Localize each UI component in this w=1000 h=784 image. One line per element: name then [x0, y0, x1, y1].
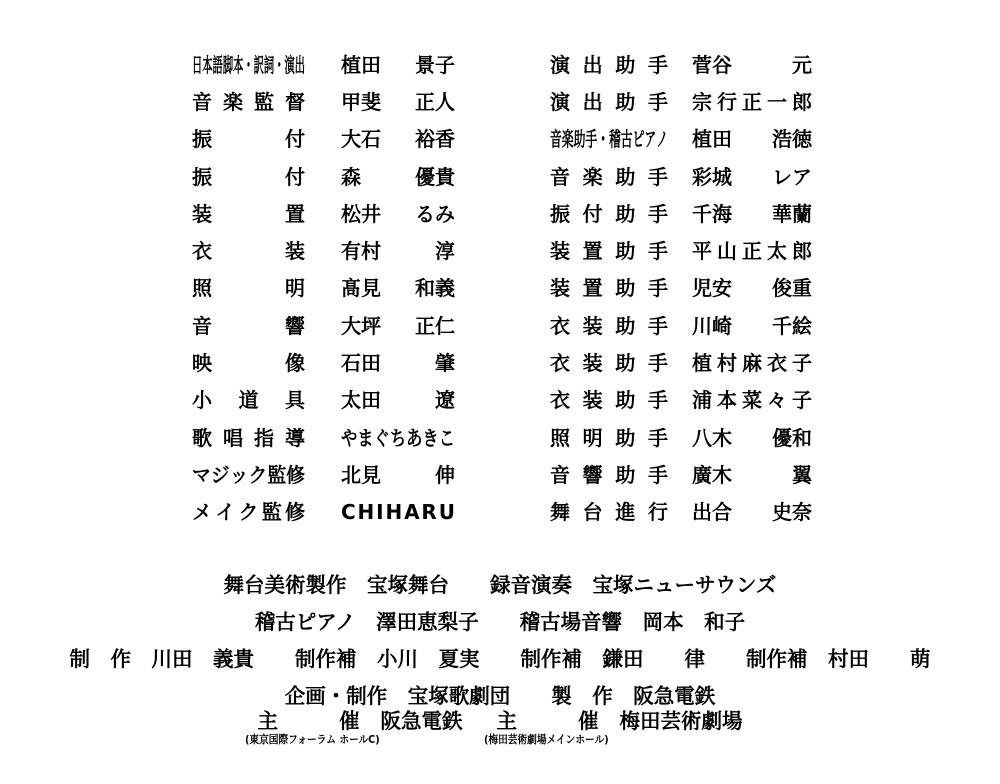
- staff-role: 舞 台 進 行: [550, 500, 668, 525]
- staff-name: 児安 俊重: [692, 276, 812, 301]
- staff-name: C H I H A R U: [341, 500, 455, 525]
- staff-row: [550, 232, 812, 269]
- staff-row: [192, 344, 455, 381]
- staff-row: [550, 344, 812, 381]
- staff-role: 衣 装 助 手: [550, 313, 668, 338]
- presenter-label: 主 催: [257, 709, 360, 733]
- presenters-section: [0, 711, 1000, 746]
- staff-name: 川崎 千絵: [692, 313, 812, 338]
- staff-name: やまぐち あきこ: [341, 425, 455, 450]
- presenter-row: [497, 711, 743, 732]
- staff-row: [192, 121, 455, 158]
- staff-role: 音 楽 助 手: [550, 164, 668, 189]
- staff-role: 音 響 助 手: [550, 462, 668, 487]
- staff-row: [550, 83, 812, 120]
- production-line: 稽古ピアノ 澤田恵梨子 稽古場音響 岡本 和子: [254, 610, 746, 634]
- staff-role: 音 楽 助 手 ・ 稽 古 ピ ア ノ: [550, 127, 668, 152]
- staff-name: 太田 遼: [341, 388, 455, 413]
- staff-name: 植 村 麻 衣 子: [692, 351, 812, 376]
- presenter-group: [483, 709, 743, 746]
- staff-name: 菅谷 元: [692, 52, 812, 77]
- staff-role: 衣 装 助 手: [550, 388, 668, 413]
- staff-role: 装 置 助 手: [550, 276, 668, 301]
- staff-role: 装 置: [192, 201, 305, 226]
- staff-role: マ ジ ッ ク 監 修: [192, 462, 305, 487]
- staff-row: [192, 83, 455, 120]
- staff-row: [550, 121, 812, 158]
- staff-role: 振 付: [192, 164, 305, 189]
- staff-name: 大坪 正仁: [341, 313, 455, 338]
- staff-row: [550, 270, 812, 307]
- staff-name: 千海 華蘭: [692, 201, 812, 226]
- staff-role: 音 楽 監 督: [192, 89, 305, 114]
- staff-role: 装 置 助 手: [550, 239, 668, 264]
- staff-row: [550, 494, 812, 531]
- staff-name: 石田 肇: [341, 351, 455, 376]
- staff-row: [192, 419, 455, 456]
- staff-name: 廣木 翼: [692, 462, 812, 487]
- staff-name: 北見 伸: [341, 462, 455, 487]
- staff-name: 八木 優和: [692, 425, 812, 450]
- production-line: 企画・制作 宝塚歌劇団 製 作 阪急電鉄: [284, 684, 716, 708]
- staff-role: 小 道 具: [192, 388, 305, 413]
- presenter-label: 主 催: [496, 709, 599, 733]
- staff-row: [192, 307, 455, 344]
- staff-role: 衣 装: [192, 239, 305, 264]
- staff-row: [550, 307, 812, 344]
- staff-name: 有村 淳: [341, 239, 455, 264]
- staff-name: 森 優貴: [341, 164, 455, 189]
- staff-row: [192, 158, 455, 195]
- venue-note: (東京国際フォーラム ホールC): [244, 732, 380, 746]
- staff-row: [550, 456, 812, 493]
- production-line: 舞台美術製作 宝塚舞台 録音演奏 宝塚ニューサウンズ: [223, 573, 777, 597]
- staff-row: [550, 195, 812, 232]
- staff-role: 演 出 助 手: [550, 52, 668, 77]
- staff-row: [192, 270, 455, 307]
- staff-row: [192, 232, 455, 269]
- staff-row: [192, 456, 455, 493]
- staff-row: [550, 46, 812, 83]
- staff-name: 松井 るみ: [341, 201, 455, 226]
- staff-name: 浦 本 菜 々 子: [692, 388, 812, 413]
- staff-row: [550, 382, 812, 419]
- staff-row: [192, 494, 455, 531]
- staff-role: 歌 唱 指 導: [192, 425, 305, 450]
- venue-note: (梅田芸術劇場メインホール): [483, 732, 609, 746]
- staff-name: 彩城 レア: [692, 164, 812, 189]
- staff-name: 宗 行 正 一 郎: [692, 89, 812, 114]
- staff-row: [550, 419, 812, 456]
- staff-name: 植田 景子: [341, 52, 455, 77]
- staff-name: 平 山 正 太 郎: [692, 239, 812, 264]
- staff-role: 演 出 助 手: [550, 89, 668, 114]
- staff-role: 音 響: [192, 313, 305, 338]
- production-credits-section: [0, 575, 1000, 723]
- presenter-name: 阪急電鉄: [380, 709, 463, 733]
- staff-row: [550, 158, 812, 195]
- staff-name: 大石 裕香: [341, 127, 455, 152]
- staff-role: 振 付 助 手: [550, 201, 668, 226]
- staff-name: 出合 史奈: [692, 500, 812, 525]
- presenter-group: [244, 709, 463, 746]
- staff-role: 日 本 語 脚 本 ・ 訳 詞 ・ 演 出: [192, 52, 305, 77]
- staff-name: 植田 浩徳: [692, 127, 812, 152]
- staff-name: 甲斐 正人: [341, 89, 455, 114]
- staff-role: 映 像: [192, 351, 305, 376]
- staff-role: 照 明 助 手: [550, 425, 668, 450]
- production-line: 制 作 川田 義貴 制作補 小川 夏実 制作補 鎌田 律 制作補 村田 萌: [69, 647, 931, 671]
- staff-row: [192, 46, 455, 83]
- presenter-name: 梅田芸術劇場: [619, 709, 743, 733]
- staff-row: [192, 382, 455, 419]
- staff-role: 照 明: [192, 276, 305, 301]
- staff-column-right: [550, 46, 812, 531]
- staff-row: [192, 195, 455, 232]
- staff-role: 衣 装 助 手: [550, 351, 668, 376]
- staff-name: 髙見 和義: [341, 276, 455, 301]
- staff-column-left: [192, 46, 455, 531]
- presenter-row: [258, 711, 463, 732]
- staff-role: メ イ ク 監 修: [192, 500, 305, 525]
- staff-role: 振 付: [192, 127, 305, 152]
